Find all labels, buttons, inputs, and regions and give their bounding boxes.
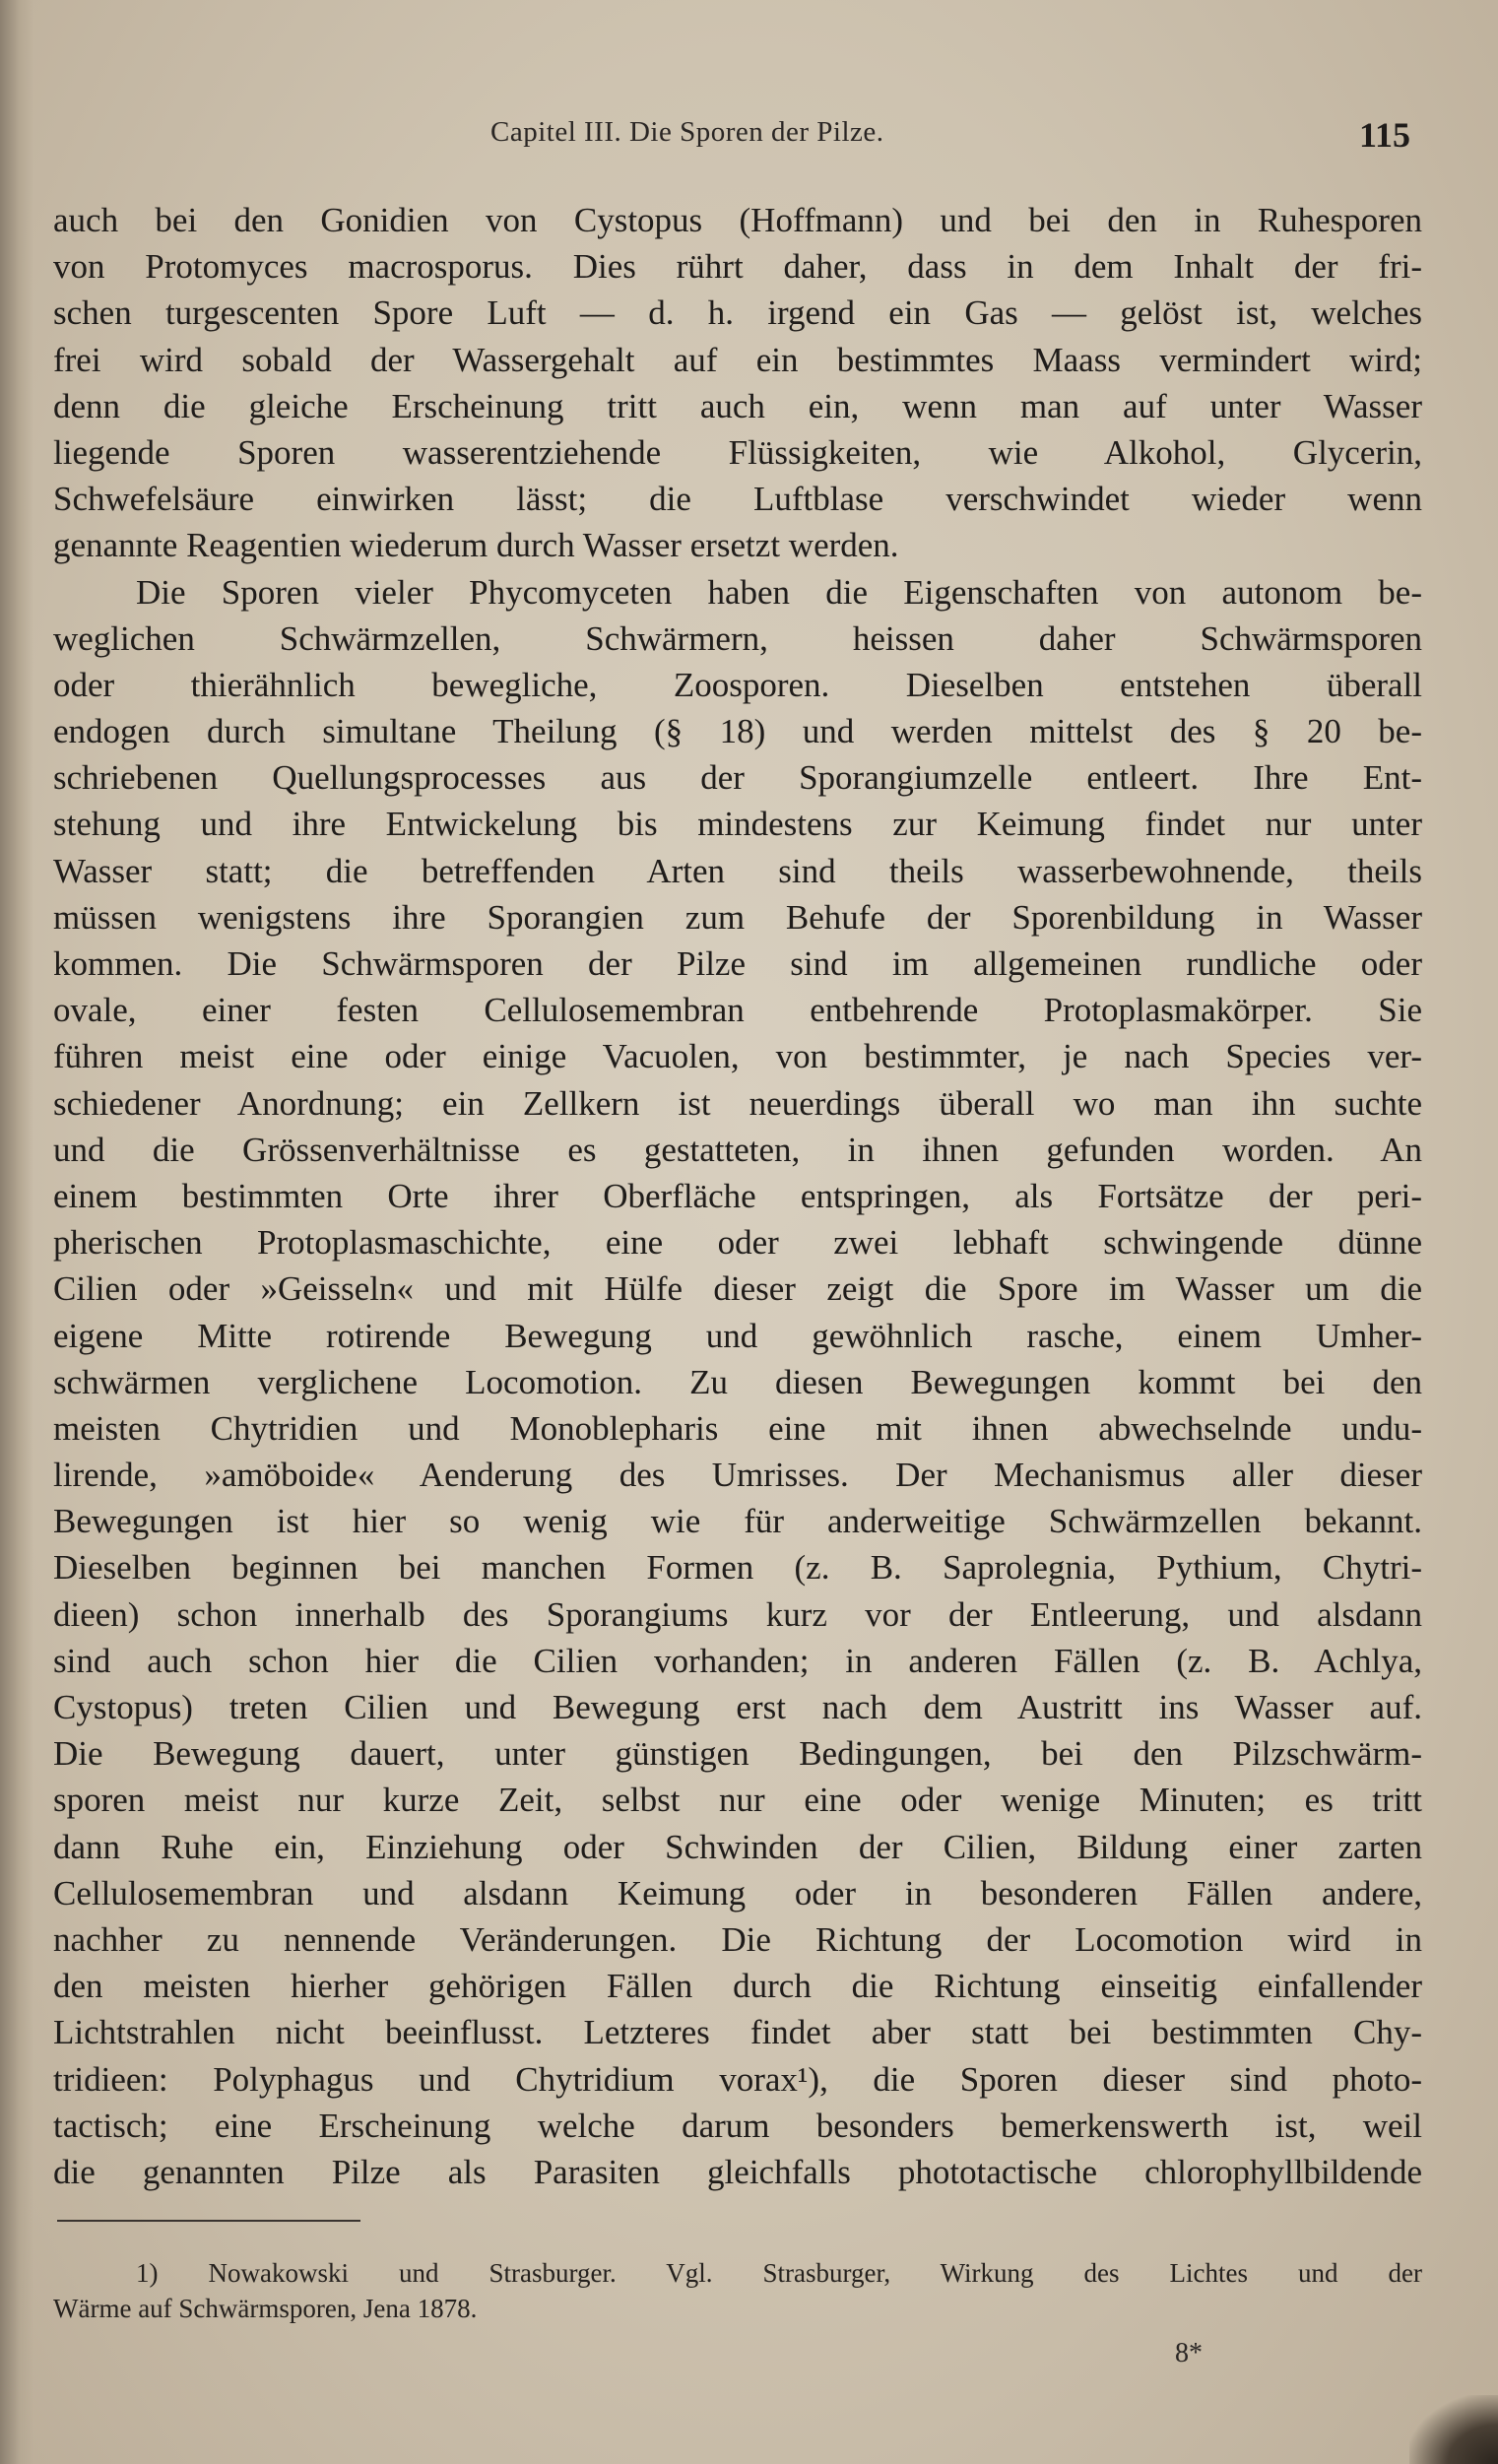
- text-line: Cilien oder »Geisseln« und mit Hülfe dieser zeigt die Spore im Wasser um die: [53, 1269, 1422, 1309]
- text-line: sporen meist nur kurze Zeit, selbst nur eine oder wenige Minuten; es tritt: [53, 1781, 1422, 1820]
- running-header: [0, 116, 1498, 165]
- text-line: tactisch; eine Erscheinung welche darum besonders bemerkenswerth ist, weil: [53, 2106, 1422, 2145]
- text-line: dann Ruhe ein, Einziehung oder Schwinden der Cilien, Bildung einer zarten: [53, 1827, 1422, 1866]
- text-line: Cellulosemembran und alsdann Keimung oder in besonderen Fällen andere,: [53, 1873, 1422, 1913]
- text-line: müssen wenigstens ihre Sporangien zum Behufe der Sporenbildung in Wasser: [53, 897, 1422, 937]
- text-line: den meisten hierher gehörigen Fällen durch die Richtung einseitig einfallender: [53, 1967, 1422, 2006]
- text-line: weglichen Schwärmzellen, Schwärmern, heissen daher Schwärmsporen: [53, 618, 1422, 658]
- text-line: schiedener Anordnung; ein Zellkern ist neuerdings überall wo man ihn suchte: [53, 1083, 1422, 1123]
- text-line: ovale, einer festen Cellulosemembran entbehrende Protoplasmakörper. Sie: [53, 991, 1422, 1030]
- text-line: Lichtstrahlen nicht beeinflusst. Letzteres findet aber statt bei bestimmten Chy-: [53, 2013, 1422, 2052]
- text-line: kommen. Die Schwärmsporen der Pilze sind im allgemeinen rundliche oder: [53, 944, 1422, 983]
- text-line: tridieen: Polyphagus und Chytridium vorax¹), die Sporen dieser sind photo-: [53, 2059, 1422, 2099]
- footnote: [53, 2255, 1422, 2326]
- text-line: Schwefelsäure einwirken lässt; die Luftblase verschwindet wieder wenn: [53, 480, 1422, 519]
- running-title: Capitel III. Die Sporen der Pilze.: [490, 116, 884, 148]
- text-line: Bewegungen ist hier so wenig wie für anderweitige Schwärmzellen bekannt.: [53, 1502, 1422, 1541]
- text-line: liegende Sporen wasserentziehende Flüssigkeiten, wie Alkohol, Glycerin,: [53, 432, 1422, 472]
- text-line: Cystopus) treten Cilien und Bewegung erst nach dem Austritt ins Wasser auf.: [53, 1688, 1422, 1726]
- signature-mark: 8*: [1175, 2338, 1203, 2368]
- text-line: pherischen Protoplasmaschichte, eine oder zwei lebhaft schwingende dünne: [53, 1223, 1422, 1263]
- text-line: eigene Mitte rotirende Bewegung und gewöhnlich rasche, einem Umher-: [53, 1316, 1422, 1355]
- text-line: denn die gleiche Erscheinung tritt auch ein, wenn man auf unter Wasser: [53, 386, 1422, 425]
- text-line: Wasser statt; die betreffenden Arten sind theils wasserbewohnende, theils: [53, 851, 1422, 890]
- text-line: sind auch schon hier die Cilien vorhanden; in anderen Fällen (z. B. Achlya,: [53, 1641, 1422, 1680]
- text-line: Die Bewegung dauert, unter günstigen Bedingungen, bei den Pilzschwärm-: [53, 1734, 1422, 1774]
- text-line: einem bestimmten Orte ihrer Oberfläche entspringen, als Fortsätze der peri-: [53, 1176, 1422, 1215]
- text-line: schriebenen Quellungsprocesses aus der Sporangiumzelle entleert. Ihre Ent-: [53, 758, 1422, 798]
- text-line: endogen durch simultane Theilung (§ 18) und werden mittelst des § 20 be-: [53, 712, 1422, 751]
- binding-shadow: [0, 0, 33, 2464]
- footnote-divider: [57, 2220, 360, 2222]
- text-line: schen turgescenten Spore Luft — d. h. irgend ein Gas — gelöst ist, welches: [53, 293, 1422, 333]
- text-line: frei wird sobald der Wassergehalt auf ein bestimmtes Maass vermindert wird;: [53, 340, 1422, 379]
- page-number: 115: [1359, 115, 1411, 155]
- text-line: führen meist eine oder einige Vacuolen, von bestimmter, je nach Species ver-: [53, 1037, 1422, 1076]
- footnote-line: 1) Nowakowski und Strasburger. Vgl. Strasburger, Wirkung des Lichtes und der: [136, 2258, 1422, 2288]
- text-line: Die Sporen vieler Phycomyceten haben die Eigenschaften von autonom be-: [136, 572, 1422, 612]
- text-line: Dieselben beginnen bei manchen Formen (z. B. Saprolegnia, Pythium, Chytri-: [53, 1548, 1422, 1588]
- text-line: nachher zu nennende Veränderungen. Die Richtung der Locomotion wird in: [53, 1919, 1422, 1959]
- footnote-line: Wärme auf Schwärmsporen, Jena 1878.: [53, 2294, 478, 2323]
- text-line: von Protomyces macrosporus. Dies rührt daher, dass in dem Inhalt der fri-: [53, 247, 1422, 287]
- text-line: meisten Chytridien und Monoblepharis eine mit ihnen abwechselnde undu-: [53, 1408, 1422, 1448]
- text-line: genannte Reagentien wiederum durch Wasser ersetzt werden.: [53, 526, 899, 565]
- text-line: und die Grössenverhältnisse es gestatteten, in ihnen gefunden worden. An: [53, 1130, 1422, 1169]
- text-line: dieen) schon innerhalb des Sporangiums kurz vor der Entleerung, und alsdann: [53, 1594, 1422, 1634]
- text-line: auch bei den Gonidien von Cystopus (Hoffmann) und bei den in Ruhesporen: [53, 201, 1422, 239]
- text-line: lirende, »amöboide« Aenderung des Umrisses. Der Mechanismus aller dieser: [53, 1456, 1422, 1495]
- corner-shadow: [1409, 2395, 1498, 2464]
- body-text: [53, 197, 1422, 2195]
- text-line: stehung und ihre Entwickelung bis mindestens zur Keimung findet nur unter: [53, 805, 1422, 844]
- text-line: die genannten Pilze als Parasiten gleichfalls phototactische chlorophyllbildende: [53, 2152, 1422, 2191]
- text-line: schwärmen verglichene Locomotion. Zu diesen Bewegungen kommt bei den: [53, 1362, 1422, 1401]
- text-line: oder thierähnlich bewegliche, Zoosporen. Dieselben entstehen überall: [53, 665, 1422, 704]
